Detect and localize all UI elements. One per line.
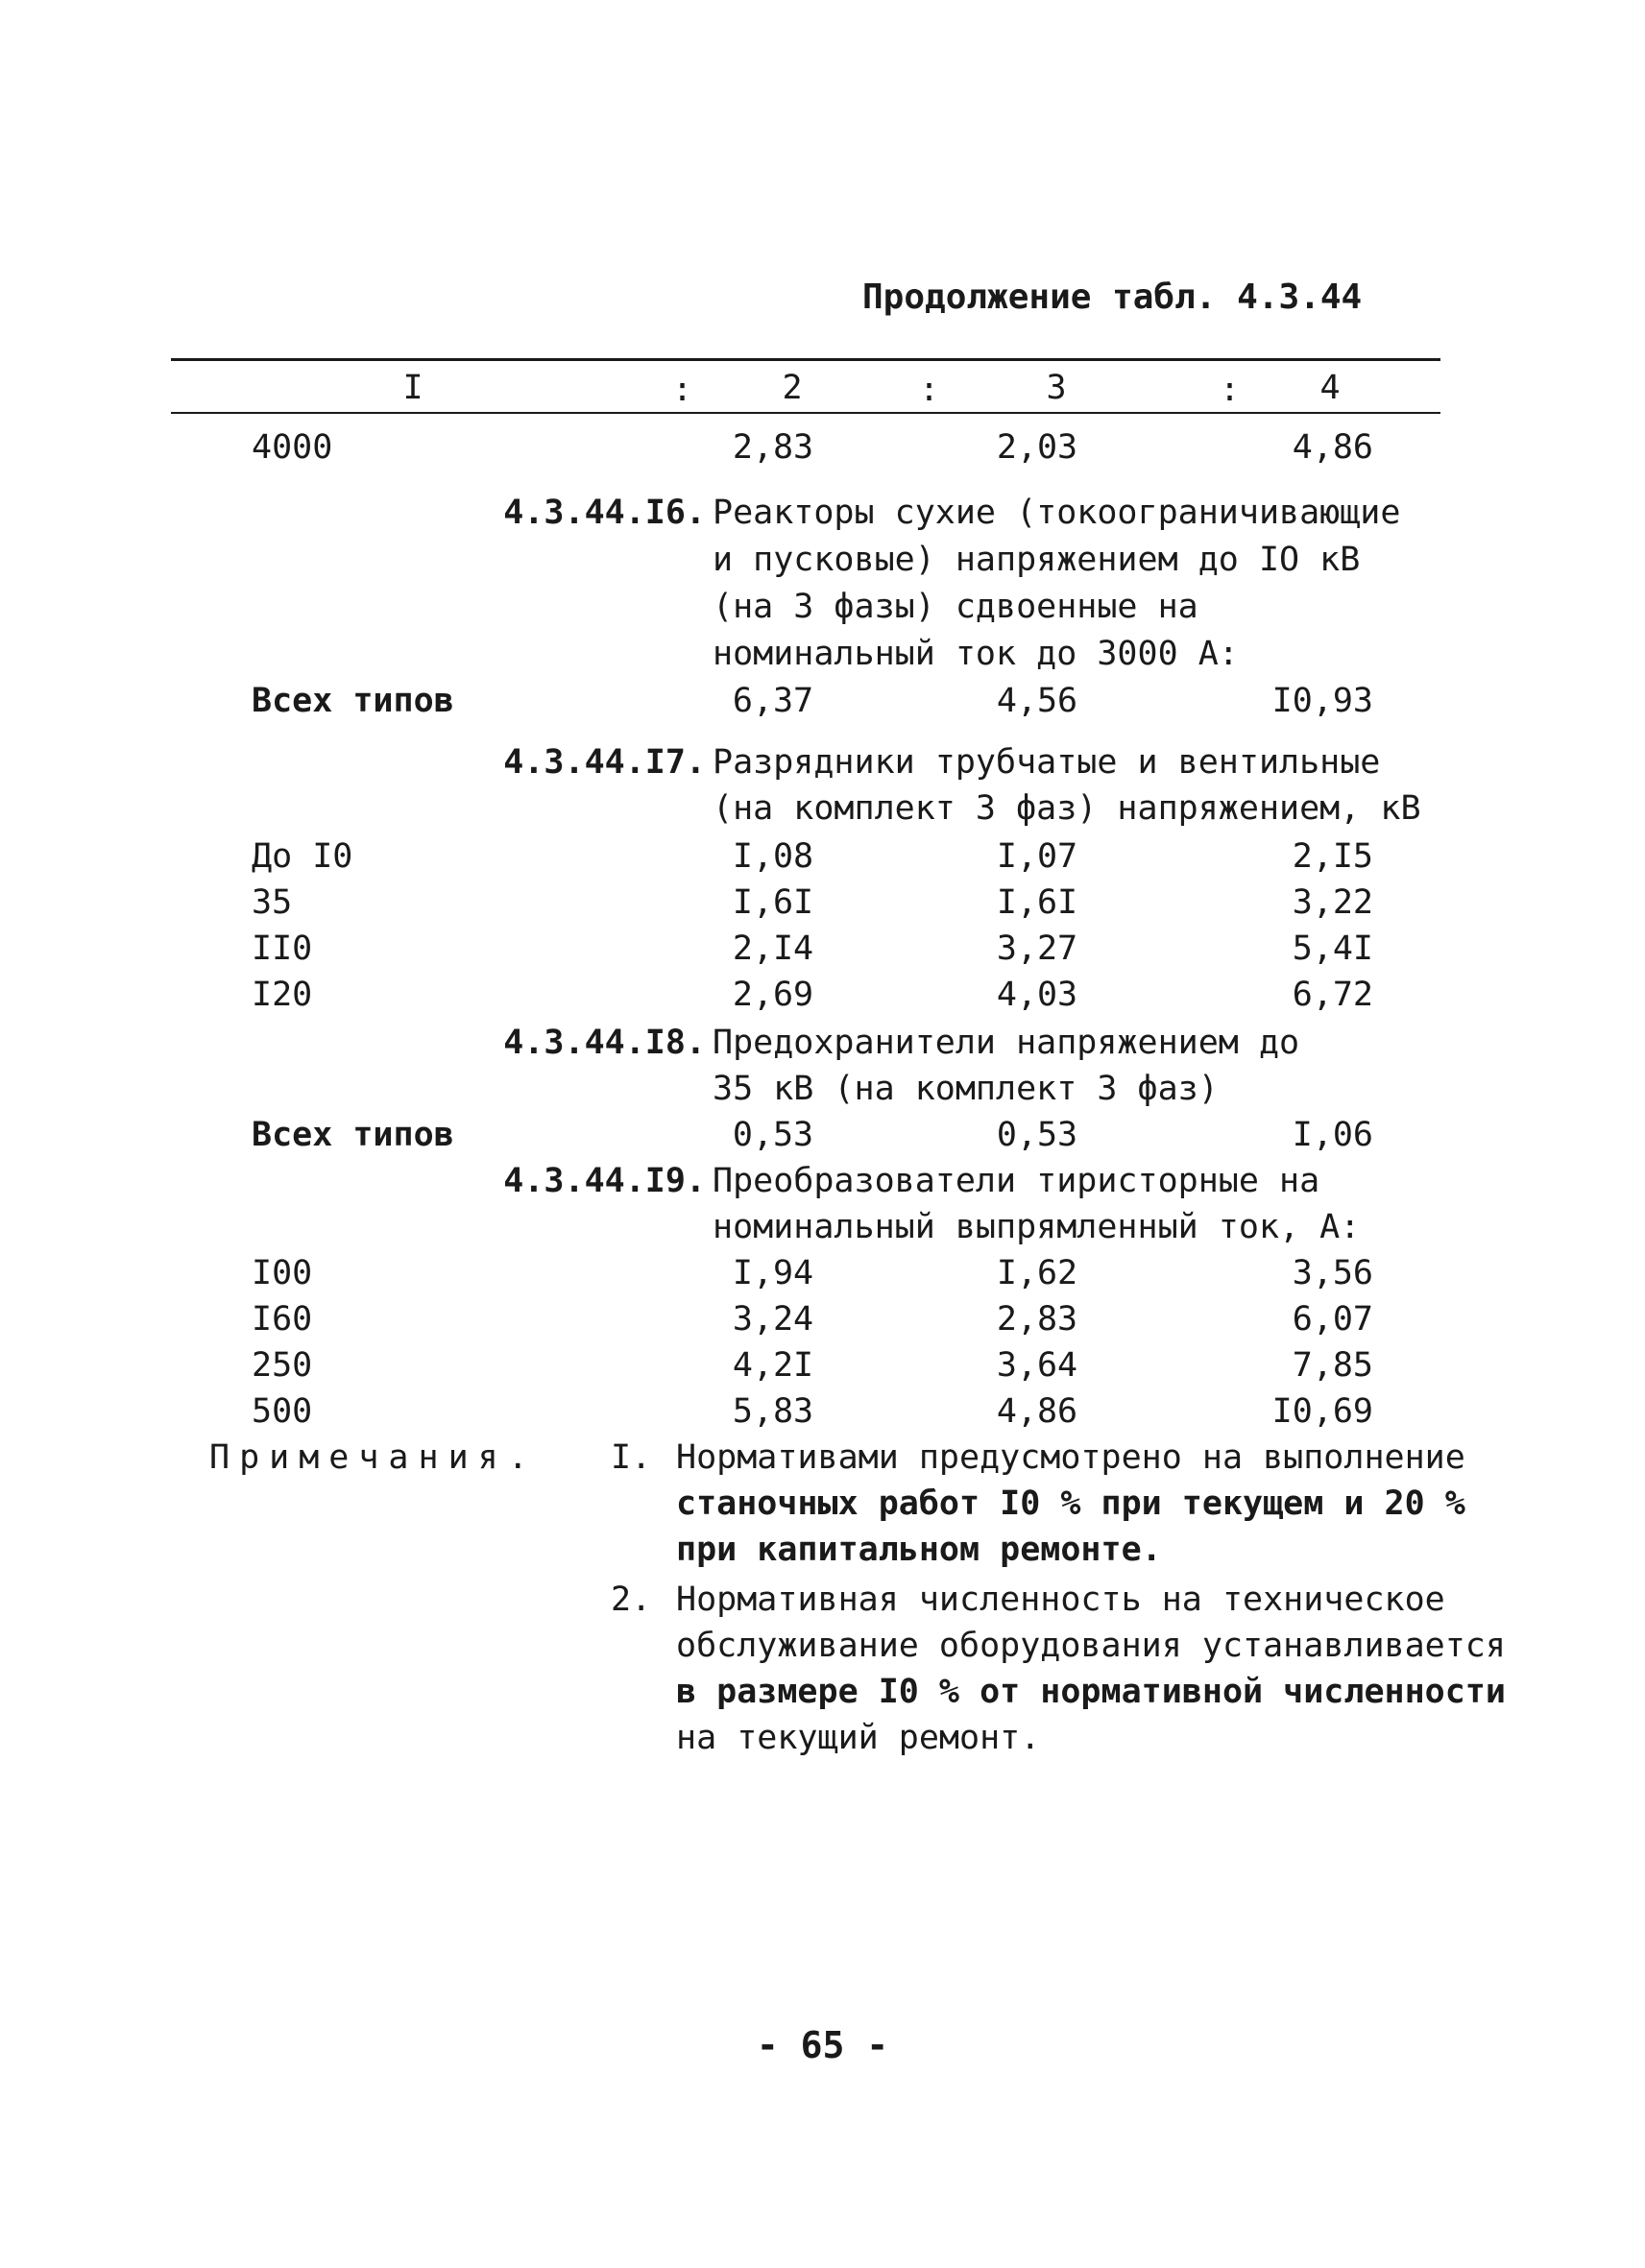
table-top-rule [171,358,1440,361]
cell-col3: 0,53 [996,1116,1078,1154]
column-header-3: 3 [1046,369,1067,407]
section-description-line: Предохранители напряжением до [713,1024,1300,1062]
column-header-1: I [402,369,423,407]
cell-col2: 2,I4 [732,929,814,968]
column-separator: : [919,371,940,409]
cell-col2: 3,24 [732,1300,814,1339]
column-header-2: 2 [782,369,803,407]
cell-col3: I,62 [996,1254,1078,1292]
column-separator: : [672,371,693,409]
table-caption: Продолжение табл. 4.3.44 [862,277,1363,317]
note-line: Нормативами предусмотрено на выполнение [676,1438,1465,1477]
section-description-line: (на 3 фазы) сдвоенные на [713,588,1198,626]
column-header-4: 4 [1319,369,1341,407]
note-line: станочных работ I0 % при текущем и 20 % [676,1484,1465,1523]
section-description-line: номинальный выпрямленный ток, А: [713,1208,1361,1246]
cell-col3: 4,03 [996,976,1078,1014]
note-number: I. [611,1438,652,1477]
cell-col2: I,6I [732,883,814,922]
cell-col4: I,06 [1292,1116,1373,1154]
section-description-line: Реакторы сухие (токоограничивающие [713,494,1401,532]
row-label: 35 [252,883,293,922]
cell-col3: I,6I [996,883,1078,922]
cell-col3: 2,83 [996,1300,1078,1339]
cell-col4: 3,22 [1292,883,1373,922]
cell-col3: 4,56 [996,682,1078,720]
page-number: - 65 - [756,2024,889,2066]
section-description-line: 35 кВ (на комплект 3 фаз) [713,1070,1219,1108]
note-line: Нормативная численность на техническое [676,1580,1445,1619]
cell-col2: 6,37 [732,682,814,720]
table-header-rule [171,412,1440,414]
row-label: 500 [252,1392,313,1431]
cell-col2: 4,2I [732,1346,814,1385]
cell-col3: 2,03 [996,428,1078,467]
cell-col4: I0,69 [1271,1392,1373,1431]
section-description-line: и пусковые) напряжением до IO кВ [713,541,1361,579]
cell-col4: 7,85 [1292,1346,1373,1385]
cell-col4: 3,56 [1292,1254,1373,1292]
section-description-line: Преобразователи тиристорные на [713,1162,1320,1200]
column-separator: : [1220,371,1241,409]
cell-col2: 5,83 [732,1392,814,1431]
cell-col2: 2,83 [732,428,814,467]
row-label: I20 [252,976,313,1014]
section-description-line: (на комплект 3 фаз) напряжением, кВ [713,789,1421,828]
section-description-line: номинальный ток до 3000 А: [713,635,1239,673]
section-code: 4.3.44.I7. [503,743,706,782]
cell-col4: 6,72 [1292,976,1373,1014]
cell-col4: I0,93 [1271,682,1373,720]
cell-col4: 5,4I [1292,929,1373,968]
row-label: До I0 [252,837,353,876]
section-code: 4.3.44.I9. [503,1162,706,1200]
cell-col2: I,94 [732,1254,814,1292]
cell-col2: 2,69 [732,976,814,1014]
cell-col4: 4,86 [1292,428,1373,467]
cell-col2: I,08 [732,837,814,876]
cell-col2: 0,53 [732,1116,814,1154]
row-label: Всех типов [252,1116,454,1154]
note-line: при капитальном ремонте. [676,1531,1162,1569]
row-label: 4000 [252,428,333,467]
row-label: I00 [252,1254,313,1292]
row-label: I60 [252,1300,313,1339]
section-code: 4.3.44.I6. [503,494,706,532]
note-number: 2. [611,1580,652,1619]
note-line: на текущий ремонт. [676,1719,1041,1757]
section-code: 4.3.44.I8. [503,1024,706,1062]
cell-col3: 3,27 [996,929,1078,968]
cell-col4: 2,I5 [1292,837,1373,876]
section-description-line: Разрядники трубчатые и вентильные [713,743,1381,782]
cell-col3: I,07 [996,837,1078,876]
cell-col4: 6,07 [1292,1300,1373,1339]
cell-col3: 4,86 [996,1392,1078,1431]
cell-col3: 3,64 [996,1346,1078,1385]
row-label: II0 [252,929,313,968]
row-label: Всех типов [252,682,454,720]
note-line: в размере I0 % от нормативной численности [676,1673,1506,1711]
notes-label: Примечания. [209,1438,538,1477]
row-label: 250 [252,1346,313,1385]
note-line: обслуживание оборудования устанавливается [676,1627,1506,1665]
